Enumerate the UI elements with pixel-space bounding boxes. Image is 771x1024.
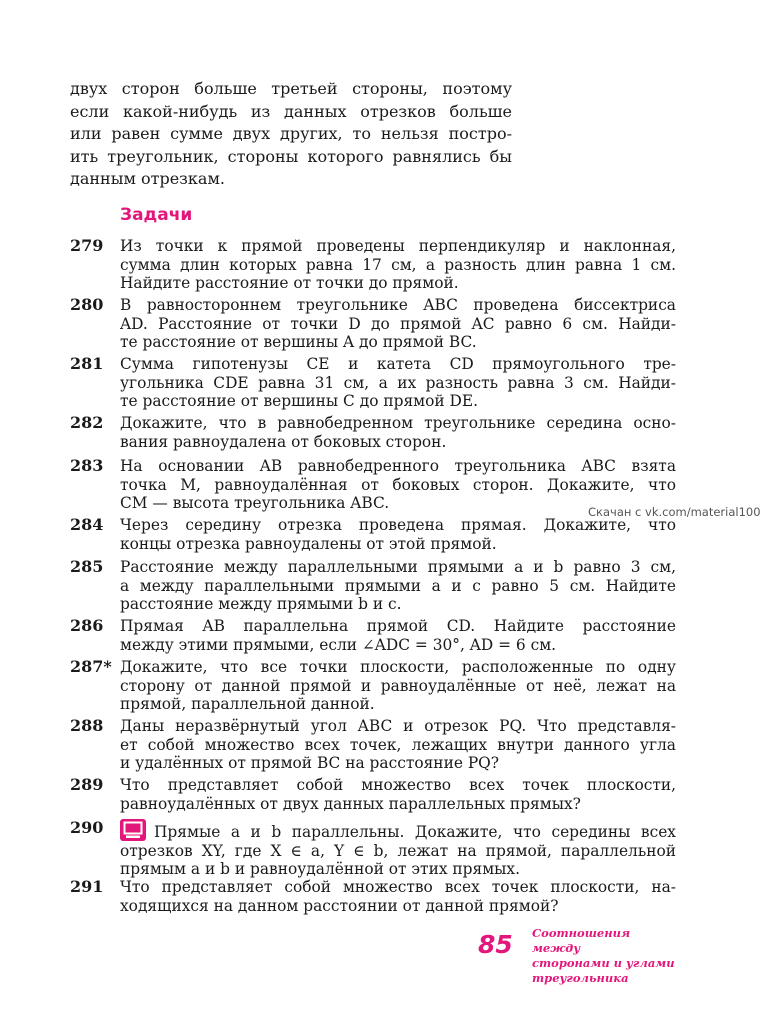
problem-line: точка M, равноудалённая от боковых сторон. Докажите, что [120,475,676,494]
problem-line: ходящихся на данном расстоянии от данной прямой? [120,896,559,915]
problem-line: Прямая AB параллельна прямой CD. Найдите расстояние [120,617,676,635]
section-title: Задачи [120,205,193,225]
problem-text [120,819,676,879]
problem-number: 287* [70,657,112,676]
intro-line: ить треугольник, стороны которого равнялись бы [70,146,512,166]
problem-number: 286 [70,616,104,635]
problem-text [120,237,676,293]
problem-number: 288 [70,716,104,735]
watermark: Скачан с vk.com/material100 [588,505,761,519]
problem-line: прямой, параллельной данной. [120,695,375,713]
problem-line-with-icon [120,819,676,842]
problem-text [120,296,676,352]
problem-line: Прямые a и b параллельны. Докажите, что середины всех [154,823,676,841]
problem-line: те расстояние от вершины C до прямой DE. [120,392,479,410]
problem-line: равноудалённых от двух данных параллельных прямых? [120,794,581,813]
problem-line: Расстояние между параллельными прямыми a и b равно 3 см, [120,558,676,576]
problem-line: расстояние между прямыми b и c. [120,595,402,613]
problem-line: между этими прямыми, если ∠ADC = 30°, AD = 6 см. [120,635,557,654]
problem-text [120,776,676,813]
problem-number: 283 [70,456,104,475]
problem-text [120,658,676,714]
chapter-title [532,926,682,986]
problem-line: угольника CDE равна 31 см, а их разность равна 3 см. Найди- [120,373,676,392]
problem-line: Сумма гипотенузы CE и катета CD прямоугольного тре- [120,355,676,373]
problem-line: В равностороннем треугольнике ABC проведена биссектриса [120,296,676,314]
problem-text [120,617,676,654]
problem-line: вания равноудалена от боковых сторон. [120,432,447,451]
problem-line: Найдите расстояние от точки до прямой. [120,274,459,292]
problem-number: 280 [70,295,104,314]
intro-line: двух сторон больше третьей стороны, поэтому [70,79,512,98]
problem-number: 290 [70,818,104,837]
problem-line: Докажите, что в равнобедренном треугольнике середина осно- [120,414,676,432]
problem-text [120,516,676,553]
problem-line: CM — высота треугольника ABC. [120,494,390,512]
problem-line: Что представляет собой множество всех точек плоскости, на- [120,878,676,896]
intro-paragraph [70,78,512,191]
problem-number: 281 [70,354,104,373]
computer-icon [120,819,146,841]
problem-line: ет собой множество всех точек, лежащих внутри данного угла [120,735,676,754]
intro-line: или равен сумме двух других, то нельзя постро- [70,124,512,143]
problem-line: Через середину отрезка проведена прямая. Докажите, что [120,516,676,534]
problem-line: AD. Расстояние от точки D до прямой AC равно 6 см. Найди- [120,314,676,333]
problem-line: На основании AB равнобедренного треугольника ABC взята [120,457,676,475]
chapter-title-line: Соотношения между [532,926,631,955]
problem-line: и удалённых от прямой BC на расстояние PQ? [120,754,500,772]
problem-line: Что представляет собой множество всех точек плоскости, [120,776,676,794]
problem-line: сумма длин которых равна 17 см, а разность длин равна 1 см. [120,255,676,274]
problem-line: Даны неразвёрнутый угол ABC и отрезок PQ. Что представля- [120,717,676,735]
problem-number: 291 [70,877,104,896]
problem-text [120,558,676,614]
problem-number: 279 [70,236,104,255]
problem-line: сторону от данной прямой и равноудалённые от неё, лежат на [120,676,676,695]
intro-line: данным отрезкам. [70,169,225,188]
problem-line: прямым a и b и равноудалённой от этих прямых. [120,860,521,878]
problem-number: 289 [70,775,104,794]
intro-line: если какой-нибудь из данных отрезков больше [70,101,512,121]
problem-number: 284 [70,515,104,534]
problem-number: 282 [70,413,104,432]
problem-line: а между параллельными прямыми a и c равно 5 см. Найдите [120,576,676,595]
problem-text [120,878,676,915]
problem-number: 285 [70,557,104,576]
problem-line: концы отрезка равноудалены от этой прямой. [120,534,497,553]
chapter-title-line: треугольника [532,971,629,985]
page-number: 85 [478,930,513,959]
problem-text [120,717,676,773]
problem-text [120,414,676,451]
problem-line: Докажите, что все точки плоскости, расположенные по одну [120,658,676,676]
problem-line: Из точки к прямой проведены перпендикуляр и наклонная, [120,237,676,255]
chapter-title-line: сторонами и углами [532,956,675,970]
problem-line: отрезков XY, где X ∈ a, Y ∈ b, лежат на прямой, параллельной [120,841,676,860]
problem-text [120,355,676,411]
problem-line: те расстояние от вершины A до прямой BC. [120,333,477,351]
